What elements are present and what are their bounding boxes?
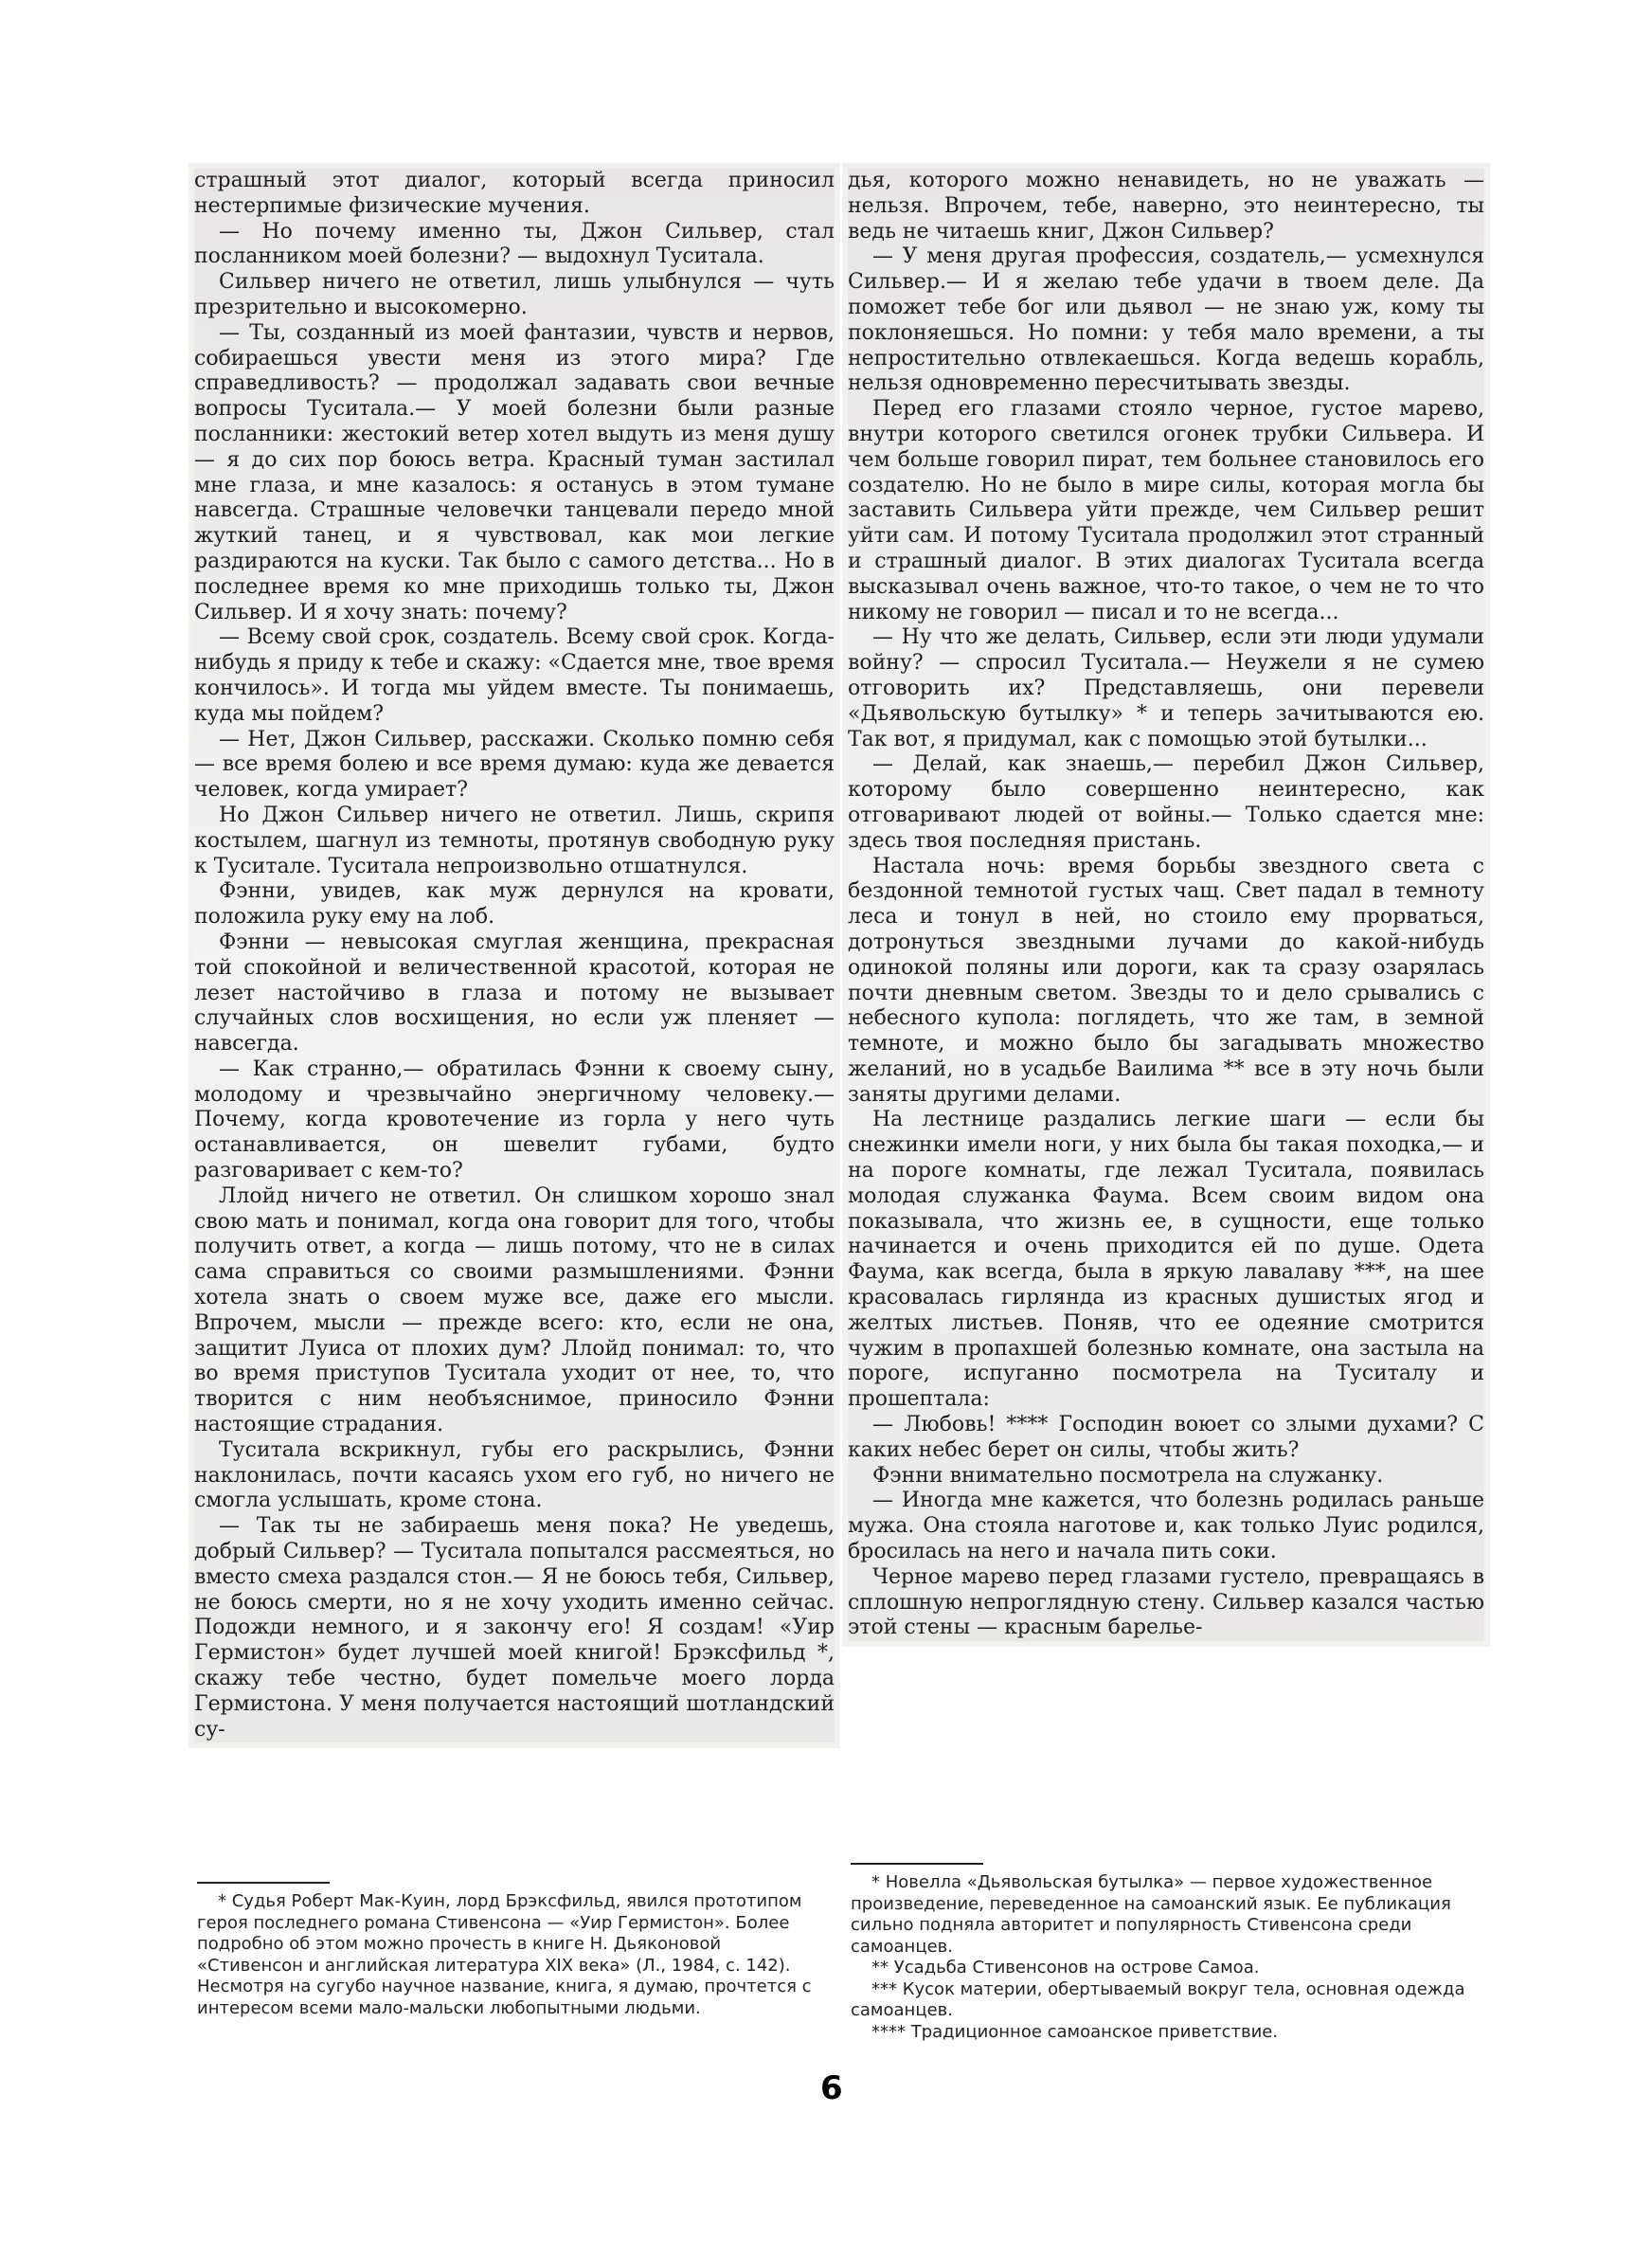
paragraph: страшный этот диалог, который всегда приносил нестерпимые физические мучения.: [194, 169, 835, 218]
footnotes-right: [851, 1872, 1476, 2043]
footnote: *** Кусок материи, обертываемый вокруг тела, основная одежда самоанцев.: [851, 1978, 1465, 2020]
paragraph: — Всему свой срок, создатель. Всему свой срок. Когда-нибудь я приду к тебе и скажу: «Сдается мне, твое время кончилось». И тогда мы уйдем вместе. Ты понимаешь, куда мы пойдем?: [194, 625, 835, 726]
right-text-column: [848, 169, 1484, 1641]
footnotes-left: [197, 1891, 822, 2019]
paragraph: Фэнни, увидев, как муж дернулся на кровати, положила руку ему на лоб.: [194, 879, 835, 930]
footnote: * Судья Роберт Мак-Куин, лорд Брэксфильд, явился прототипом героя последнего романа Стивенсона — «Уир Гермистон». Более подробно об этом можно прочесть в книге Н. Дьяконовой «Стивенсон и английская литература XIX века» (Л., 1984, с. 142). Несмотря на сугубо научное название, книга, я думаю, прочтется с интересом всеми мало-мальски любопытными людьми.: [197, 1891, 812, 2018]
paragraph: — Так ты не забираешь меня пока? Не уведешь, добрый Сильвер? — Туситала попытался рассмеяться, но вместо смеха раздался стон.— Я не боюсь тебя, Сильвер, не боюсь смерти, но я не хочу уходить именно сейчас. Подожди немного, и я закончу его! Я создам! «Уир Гермистон» будет лучшей моей книгой! Брэксфильд *, скажу тебе честно, будет помельче моего лорда Гермистона. У меня получается настоящий шотландский су-: [194, 1514, 835, 1742]
paragraph: — Делай, как знаешь,— перебил Джон Сильвер, которому было совершенно неинтересно, как отговаривают людей от войны.— Только сдается мне: здесь твоя последняя пристань.: [848, 752, 1484, 853]
footnote-divider-right: [851, 1863, 983, 1865]
paragraph: Черное марево перед глазами густело, превращаясь в сплошную непроглядную стену. Сильвер казался частью этой стены — красным барелье-: [848, 1564, 1484, 1640]
paragraph: Туситала вскрикнул, губы его раскрылись, Фэнни наклонилась, почти касаясь ухом его губ, но ничего не смогла услышать, кроме стона.: [194, 1437, 835, 1513]
paragraph: Сильвер ничего не ответил, лишь улыбнулся — чуть презрительно и высокомерно.: [194, 270, 835, 319]
paragraph: — Иногда мне кажется, что болезнь родилась раньше мужа. Она стояла наготове и, как только Луис родился, бросилась на него и начала пить соки.: [848, 1489, 1484, 1564]
paragraph: Ллойд ничего не ответил. Он слишком хорошо знал свою мать и понимал, когда она говорит для того, чтобы получить ответ, а когда — лишь потому, что не в силах сама справиться со своими размышлениями. Фэнни хотела знать о своем муже все, даже его мысли. Впрочем, мысли — прежде всего: кто, если не она, защитит Луиса от плохих дум? Ллойд понимал: то, что во время приступов Туситала уходит от нее, то, что творится с ним необъяснимое, приносило Фэнни настоящие страдания.: [194, 1183, 835, 1437]
paragraph: Фэнни — невысокая смуглая женщина, прекрасная той спокойной и величественной красотой, которая не лезет настойчиво в глаза и потому не вызывает случайных слов восхищения, но если уж пленяет — навсегда.: [194, 930, 835, 1056]
page-number: 6: [820, 2069, 843, 2107]
footnote: * Новелла «Дьявольская бутылка» — первое художественное произведение, переведенное на самоанский язык. Ее публикация сильно подняла авторитет и популярность Стивенсона среди самоанцев.: [851, 1872, 1451, 1957]
left-text-column: [194, 169, 835, 1742]
paragraph: Фэнни внимательно посмотрела на служанку.: [872, 1463, 1384, 1488]
paragraph: — У меня другая профессия, создатель,— усмехнулся Сильвер.— И я желаю тебе удачи в твоем деле. Да поможет тебе бог или дьявол — не знаю уж, кому ты поклоняешься. Но помни: у тебя мало времени, а ты непростительно отвлекаешься. Когда ведешь корабль, нельзя одновременно пересчитывать звезды.: [848, 244, 1484, 396]
paragraph: — Но почему именно ты, Джон Сильвер, стал посланником моей болезни? — выдохнул Туситала.: [194, 219, 835, 269]
paragraph: дья, которого можно ненавидеть, но не уважать — нельзя. Впрочем, тебе, наверно, это неинтересно, ты ведь не читаешь книг, Джон Сильвер?: [848, 169, 1484, 244]
paragraph: Перед его глазами стояло черное, густое марево, внутри которого светился огонек трубки Сильвера. И чем больше говорил пират, тем больнее становилось его создателю. Но не было в мире силы, которая могла бы заставить Сильвера уйти прежде, чем Сильвер решит уйти сам. И потому Туситала продолжил этот странный и страшный диалог. В этих диалогах Туситала всегда высказывал очень важное, что-то такое, о чем не то что никому не говорил — писал и то не всегда...: [848, 397, 1484, 624]
paragraph: Но Джон Сильвер ничего не ответил. Лишь, скрипя костылем, шагнул из темноты, протянув свободную руку к Туситале. Туситала непроизвольно отшатнулся.: [194, 803, 835, 878]
paragraph: — Ну что же делать, Сильвер, если эти люди удумали войну? — спросил Туситала.— Неужели я не сумею отговорить их? Представляешь, они перевели «Дьявольскую бутылку» * и теперь зачитываются ею. Так вот, я придумал, как с помощью этой бутылки...: [848, 625, 1484, 751]
paragraph: — Ты, созданный из моей фантазии, чувств и нервов, собираешься увести меня из этого мира? Где справедливость? — продолжал задавать свои вечные вопросы Туситала.— У моей болезни были разные посланники: жестокий ветер хотел выдуть из меня душу — я до сих пор боюсь ветра. Красный туман застилал мне глаза, и мне казалось: я останусь в этом тумане навсегда. Страшные человечки танцевали передо мной жуткий танец, и я чувствовал, как мои легкие раздираются на куски. Так было с самого детства... Но в последнее время ко мне приходишь только ты, Джон Сильвер. И я хочу знать: почему?: [194, 320, 835, 624]
footnote: **** Традиционное самоанское приветствие.: [871, 2021, 1279, 2042]
paragraph: На лестнице раздались легкие шаги — если бы снежинки имели ноги, у них была бы такая походка,— и на пороге комнаты, где лежал Туситала, появилась молодая служанка Фаума. Всем своим видом она показывала, что жизнь ее, в сущности, еще только начинается и очень приходится ей по душе. Одета Фаума, как всегда, была в яркую лавалаву ***, на шее красовалась гирлянда из красных душистых ягод и желтых листьев. Поняв, что ее одеяние смотрится чужим в пропахшей болезнью комнате, она застыла на пороге, испуганно посмотрела на Туситалу и прошептала:: [848, 1108, 1484, 1412]
paragraph: — Любовь! **** Господин воюет со злыми духами? С каких небес берет он силы, чтобы жить?: [848, 1413, 1484, 1462]
paragraph: — Как странно,— обратилась Фэнни к своему сыну, молодому и чрезвычайно энергичному человеку.— Почему, когда кровотечение из горла у него чуть останавливается, он шевелит губами, будто разговаривает с кем-то?: [194, 1056, 835, 1183]
paragraph: — Нет, Джон Сильвер, расскажи. Сколько помню себя — все время болею и все время думаю: куда же девается человек, когда умирает?: [194, 727, 835, 803]
footnote: ** Усадьба Стивенсонов на острове Самоа.: [871, 1958, 1260, 1977]
paragraph: Настала ночь: время борьбы звездного света с бездонной темнотой густых чащ. Свет падал в темноту леса и тонул в ней, но стоило ему прорваться, дотронуться звездными лучами до какой-нибудь одинокой поляны или дороги, как та сразу озарялась почти дневным светом. Звезды то и дело срывались с небесного купола: поглядеть, что же там, в земной темноте, и можно было бы загадывать множество желаний, но в усадьбе Ваилима ** все в эту ночь были заняты другими делами.: [848, 854, 1484, 1107]
footnote-divider-left: [197, 1882, 330, 1884]
